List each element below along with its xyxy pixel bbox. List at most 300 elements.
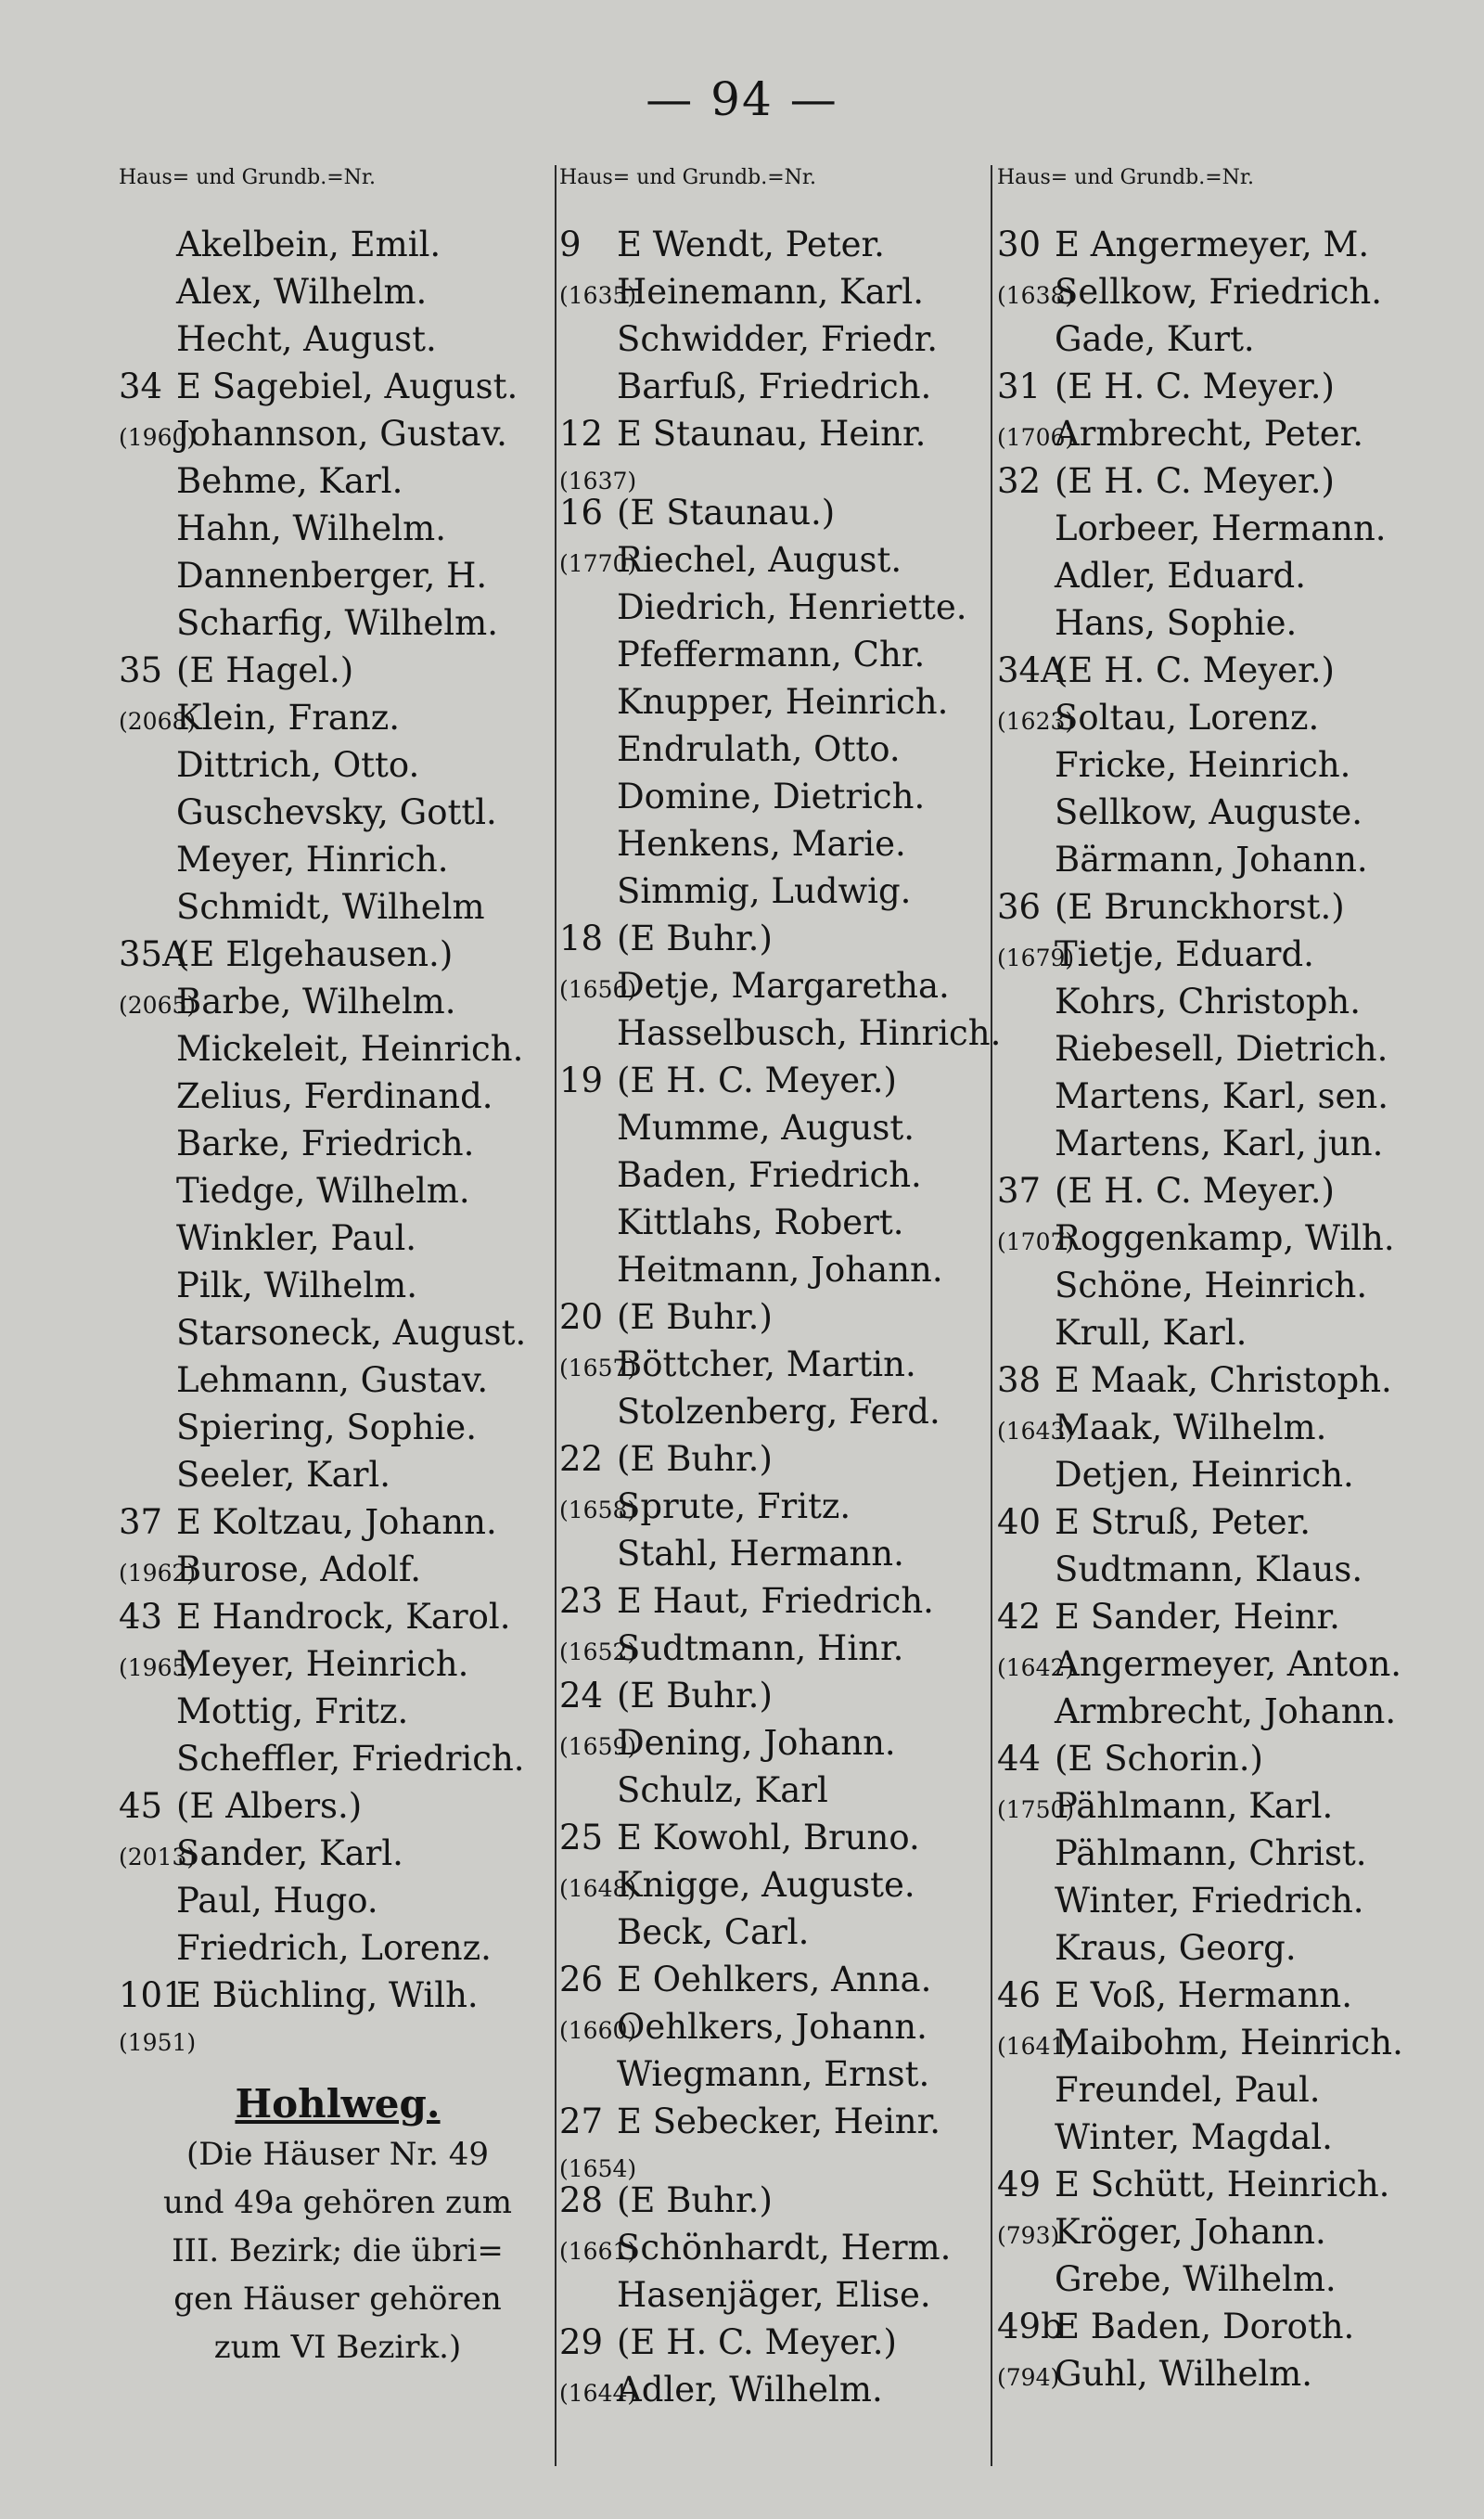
house-number: (1657)	[559, 1355, 637, 1382]
directory-entry	[119, 1782, 556, 1830]
directory-entry	[119, 1167, 556, 1215]
directory-entry	[559, 315, 995, 363]
resident-name: Sprute, Fritz.	[617, 1486, 851, 1526]
house-number: 46	[997, 1975, 1042, 2015]
directory-entry	[997, 1782, 1442, 1830]
resident-name: Spiering, Sophie.	[176, 1407, 477, 1447]
directory-entry	[119, 1451, 556, 1498]
directory-entry	[559, 773, 995, 820]
house-number: 44	[997, 1739, 1042, 1779]
directory-entry	[119, 1830, 556, 1877]
resident-name: Freundel, Paul.	[1055, 2070, 1321, 2110]
resident-name: Hahn, Wilhelm.	[176, 508, 446, 548]
directory-entry	[119, 1640, 556, 1688]
house-number: (1623)	[997, 708, 1075, 735]
resident-name: Stolzenberg, Ferd.	[617, 1392, 940, 1432]
directory-entry	[997, 410, 1442, 457]
house-number: 37	[119, 1502, 163, 1542]
resident-name: E Koltzau, Johann.	[176, 1502, 497, 1542]
house-number: 23	[559, 1581, 604, 1621]
resident-name: (E Schorin.)	[1055, 1739, 1263, 1779]
house-number: 49b	[997, 2307, 1063, 2346]
directory-entry	[119, 599, 556, 647]
directory-entry	[559, 868, 995, 915]
directory-entry	[997, 931, 1442, 978]
resident-name: Winkler, Paul.	[176, 1218, 417, 1258]
house-number: (1638)	[997, 282, 1075, 309]
resident-name: Schwidder, Friedr.	[617, 319, 938, 359]
house-number: 37	[997, 1171, 1042, 1211]
resident-name: Sudtmann, Klaus.	[1055, 1549, 1363, 1589]
directory-entry	[119, 1309, 556, 1356]
resident-name: Dittrich, Otto.	[176, 745, 420, 785]
house-number: 12	[559, 414, 604, 454]
resident-name: Mottig, Fritz.	[176, 1691, 409, 1731]
directory-entry	[997, 221, 1442, 268]
directory-entry	[559, 1151, 995, 1199]
directory-entry	[997, 2303, 1442, 2350]
directory-entry	[559, 2050, 995, 2098]
directory-entry	[997, 363, 1442, 410]
directory-entry	[559, 1956, 995, 2003]
column-1	[119, 167, 556, 2371]
resident-name: Pählmann, Karl.	[1055, 1786, 1334, 1826]
house-number: (794)	[997, 2364, 1060, 2391]
directory-entry	[559, 363, 995, 410]
resident-name: Winter, Friedrich.	[1055, 1881, 1364, 1921]
directory-entry	[559, 2224, 995, 2271]
house-number: (793)	[997, 2222, 1060, 2249]
resident-name: Henkens, Marie.	[617, 824, 906, 864]
page-number: — 94 —	[646, 72, 838, 126]
resident-name: (E Albers.)	[176, 1786, 363, 1826]
house-number: 45	[119, 1786, 163, 1826]
resident-name: E Oehlkers, Anna.	[617, 1960, 932, 1999]
house-number: (1951)	[119, 2029, 197, 2056]
directory-entry	[997, 789, 1442, 836]
resident-name: Scheffler, Friedrich.	[176, 1739, 525, 1779]
directory-entry	[119, 883, 556, 931]
note-line: (Die Häuser Nr. 49	[186, 2136, 489, 2173]
directory-entry	[119, 221, 556, 268]
directory-entry	[997, 599, 1442, 647]
directory-entry	[559, 1767, 995, 1814]
resident-name: Sander, Karl.	[176, 1833, 403, 1873]
resident-name: Heinemann, Karl.	[617, 272, 925, 312]
house-number: (1706)	[997, 424, 1075, 451]
directory-entry	[997, 2114, 1442, 2161]
resident-name: (E Brunckhorst.)	[1055, 887, 1345, 927]
house-number: 34	[119, 366, 163, 406]
resident-name: E Wendt, Peter.	[617, 225, 885, 264]
resident-name: Beck, Carl.	[617, 1912, 810, 1952]
entry-list	[997, 221, 1442, 2397]
house-number: 29	[559, 2322, 604, 2362]
directory-entry	[559, 820, 995, 868]
resident-name: Simmig, Ludwig.	[617, 871, 912, 911]
house-number: 32	[997, 461, 1042, 501]
directory-entry	[559, 2145, 995, 2182]
directory-entry	[997, 1025, 1442, 1073]
house-number: 36	[997, 887, 1042, 927]
directory-entry	[559, 1861, 995, 1909]
directory-entry	[997, 694, 1442, 741]
resident-name: Akelbein, Emil.	[176, 225, 441, 264]
house-number: (1654)	[559, 2155, 637, 2182]
directory-entry	[559, 457, 995, 495]
directory-entry	[559, 1483, 995, 1530]
resident-name: Barke, Friedrich.	[176, 1124, 475, 1163]
directory-entry	[559, 631, 995, 678]
resident-name: (E Staunau.)	[617, 493, 836, 533]
house-number: (1659)	[559, 1733, 637, 1760]
resident-name: Sudtmann, Hinr.	[617, 1628, 904, 1668]
resident-name: Riebesell, Dietrich.	[1055, 1029, 1388, 1069]
resident-name: Heitmann, Johann.	[617, 1250, 943, 1290]
house-number: (1643)	[997, 1418, 1075, 1445]
resident-name: (E Elgehausen.)	[176, 934, 454, 974]
directory-entry	[119, 1404, 556, 1451]
resident-name: Maibohm, Heinrich.	[1055, 2023, 1403, 2063]
directory-entry	[559, 1104, 995, 1151]
resident-name: (E Hagel.)	[176, 650, 354, 690]
directory-entry	[559, 1814, 995, 1861]
resident-name: Tietje, Eduard.	[1055, 934, 1314, 974]
resident-name: Hasselbusch, Hinrich.	[617, 1013, 1002, 1053]
directory-entry	[997, 1073, 1442, 1120]
resident-name: Roggenkamp, Wilh.	[1055, 1218, 1395, 1258]
resident-name: Kittlahs, Robert.	[617, 1202, 904, 1242]
resident-name: Guhl, Wilhelm.	[1055, 2354, 1313, 2394]
house-number: 38	[997, 1360, 1042, 1400]
directory-entry	[997, 1972, 1442, 2019]
directory-entry	[119, 1735, 556, 1782]
note-line: zum VI Bezirk.)	[213, 2329, 462, 2366]
directory-entry	[997, 1593, 1442, 1640]
directory-entry	[997, 1830, 1442, 1877]
directory-entry	[559, 1577, 995, 1625]
directory-entry	[997, 1215, 1442, 1262]
directory-entry	[997, 1546, 1442, 1593]
note-line: und 49a gehören zum	[162, 2184, 513, 2221]
directory-entry	[997, 2208, 1442, 2256]
directory-entry	[559, 1009, 1002, 1057]
directory-entry	[559, 1435, 995, 1483]
resident-name: Pfeffermann, Chr.	[617, 635, 926, 675]
house-number: (1965)	[119, 1654, 197, 1681]
house-number: (1962)	[119, 1560, 197, 1587]
house-number: 28	[559, 2180, 604, 2220]
directory-entry	[997, 1640, 1442, 1688]
resident-name: (E Buhr.)	[617, 1439, 773, 1479]
directory-entry	[119, 457, 556, 505]
directory-entry	[119, 694, 556, 741]
resident-name: Grebe, Wilhelm.	[1055, 2259, 1337, 2299]
directory-entry	[119, 931, 556, 978]
directory-entry	[119, 647, 556, 694]
directory-entry	[997, 1877, 1442, 1924]
directory-entry	[997, 552, 1442, 599]
resident-name: E Kowohl, Bruno.	[617, 1818, 920, 1857]
resident-name: (E Buhr.)	[617, 2180, 773, 2220]
house-number: (1644)	[559, 2380, 637, 2407]
resident-name: Domine, Dietrich.	[617, 777, 926, 816]
resident-name: Seeler, Karl.	[176, 1455, 390, 1495]
house-number: (1658)	[559, 1497, 637, 1523]
resident-name: Tiedge, Wilhelm.	[176, 1171, 470, 1211]
resident-name: E Struß, Peter.	[1055, 1502, 1311, 1542]
directory-entry	[119, 1972, 556, 2019]
directory-entry	[119, 1924, 556, 1972]
directory-entry	[997, 2019, 1442, 2066]
directory-entry	[119, 1073, 556, 1120]
resident-name: Hans, Sophie.	[1055, 603, 1298, 643]
directory-entry	[119, 1688, 556, 1735]
house-number: 34A	[997, 650, 1066, 690]
directory-entry	[559, 2098, 995, 2145]
house-number: (1637)	[559, 468, 637, 495]
resident-name: Hecht, August.	[176, 319, 437, 359]
directory-entry	[119, 1498, 556, 1546]
directory-entry	[559, 1293, 995, 1341]
resident-name: Behme, Karl.	[176, 461, 403, 501]
resident-name: Hasenjäger, Elise.	[617, 2275, 931, 2315]
directory-entry	[559, 1625, 995, 1672]
resident-name: Meyer, Heinrich.	[176, 1644, 469, 1684]
column-2	[559, 166, 1002, 2413]
resident-name: Kraus, Georg.	[1055, 1928, 1297, 1968]
note-line: gen Häuser gehören	[173, 2281, 502, 2318]
resident-name: Sellkow, Friedrich.	[1055, 272, 1383, 312]
resident-name: Gade, Kurt.	[1055, 319, 1255, 359]
entry-list	[119, 221, 556, 2056]
directory-entry	[559, 1672, 995, 1719]
resident-name: Meyer, Hinrich.	[176, 840, 449, 880]
directory-entry	[997, 883, 1442, 931]
resident-name: (E H. C. Meyer.)	[617, 1060, 897, 1100]
directory-entry	[559, 2177, 995, 2224]
directory-entry	[559, 489, 995, 536]
resident-name: Pählmann, Christ.	[1055, 1833, 1367, 1873]
resident-name: Paul, Hugo.	[176, 1881, 378, 1921]
directory-entry	[119, 789, 556, 836]
house-number: 40	[997, 1502, 1042, 1542]
column-header: Haus= und Grundb.=Nr.	[997, 166, 1254, 189]
resident-name: Barbe, Wilhelm.	[176, 982, 456, 1022]
directory-entry	[997, 457, 1442, 505]
house-number: 35	[119, 650, 163, 690]
street-note	[119, 2130, 556, 2371]
house-number: (1750)	[997, 1796, 1075, 1823]
directory-entry	[119, 1877, 556, 1924]
directory-entry	[559, 1719, 995, 1767]
house-number: 49	[997, 2165, 1042, 2204]
resident-name: Riechel, August.	[617, 540, 902, 580]
directory-entry	[559, 726, 995, 773]
house-number: 19	[559, 1060, 604, 1100]
directory-entry	[119, 978, 556, 1025]
directory-entry	[559, 2366, 995, 2413]
resident-name: Johannson, Gustav.	[176, 414, 507, 454]
directory-entry	[997, 2161, 1442, 2208]
directory-entry	[997, 1404, 1442, 1451]
directory-entry	[559, 1388, 995, 1435]
resident-name: Alex, Wilhelm.	[176, 272, 428, 312]
resident-name: (E H. C. Meyer.)	[1055, 366, 1335, 406]
house-number: (2068)	[119, 708, 197, 735]
resident-name: Kohrs, Christoph.	[1055, 982, 1362, 1022]
resident-name: E Maak, Christoph.	[1055, 1360, 1392, 1400]
resident-name: Pilk, Wilhelm.	[176, 1266, 417, 1305]
resident-name: Klein, Franz.	[176, 698, 401, 738]
directory-entry	[119, 836, 556, 883]
directory-entry	[119, 268, 556, 315]
house-number: (1648)	[559, 1875, 637, 1902]
resident-name: Soltau, Lorenz.	[1055, 698, 1320, 738]
house-number: 20	[559, 1297, 604, 1337]
directory-entry	[997, 2256, 1442, 2303]
directory-entry	[119, 1546, 556, 1593]
directory-entry	[997, 1451, 1442, 1498]
resident-name: Knigge, Auguste.	[617, 1865, 915, 1905]
resident-name: E Baden, Doroth.	[1055, 2307, 1355, 2346]
resident-name: Endrulath, Otto.	[617, 729, 901, 769]
resident-name: Schulz, Karl	[617, 1770, 828, 1810]
resident-name: E Staunau, Heinr.	[617, 414, 927, 454]
directory-entry	[997, 647, 1442, 694]
resident-name: Scharfig, Wilhelm.	[176, 603, 498, 643]
resident-name: Diedrich, Henriette.	[617, 587, 967, 627]
directory-entry	[559, 221, 995, 268]
directory-entry	[997, 1262, 1442, 1309]
house-number: (1960)	[119, 424, 197, 451]
house-number: (1656)	[559, 976, 637, 1003]
resident-name: Maak, Wilhelm.	[1055, 1407, 1327, 1447]
house-number: (2065)	[119, 992, 197, 1019]
directory-entry	[997, 978, 1442, 1025]
house-number: (1679)	[997, 945, 1075, 971]
house-number: (1661)	[559, 2238, 637, 2265]
street-heading: Hohlweg.	[235, 2081, 441, 2127]
house-number: 43	[119, 1597, 163, 1637]
directory-entry	[559, 410, 995, 457]
directory-entry	[559, 1341, 995, 1388]
resident-name: Kröger, Johann.	[1055, 2212, 1326, 2252]
directory-entry	[559, 2003, 995, 2050]
resident-name: Angermeyer, Anton.	[1055, 1644, 1402, 1684]
resident-name: E Sagebiel, August.	[176, 366, 518, 406]
directory-entry	[119, 410, 556, 457]
directory-entry	[559, 1530, 995, 1577]
directory-entry	[559, 268, 995, 315]
resident-name: Wiegmann, Ernst.	[617, 2054, 930, 2094]
resident-name: Friedrich, Lorenz.	[176, 1928, 492, 1968]
resident-name: (E H. C. Meyer.)	[1055, 461, 1335, 501]
resident-name: Böttcher, Martin.	[617, 1344, 916, 1384]
resident-name: Winter, Magdal.	[1055, 2117, 1333, 2157]
resident-name: Lehmann, Gustav.	[176, 1360, 489, 1400]
resident-name: (E H. C. Meyer.)	[617, 2322, 897, 2362]
resident-name: E Sebecker, Heinr.	[617, 2101, 940, 2141]
note-line: III. Bezirk; die übri=	[172, 2232, 504, 2269]
directory-entry	[119, 315, 556, 363]
resident-name: Mumme, August.	[617, 1108, 915, 1148]
house-number: 30	[997, 225, 1042, 264]
house-number: (1770)	[559, 550, 637, 577]
resident-name: E Haut, Friedrich.	[617, 1581, 934, 1621]
directory-entry	[559, 678, 995, 726]
resident-name: Armbrecht, Johann.	[1055, 1691, 1397, 1731]
directory-entry	[119, 552, 556, 599]
directory-entry	[997, 1498, 1442, 1546]
resident-name: Sellkow, Auguste.	[1055, 792, 1362, 832]
column-3	[997, 167, 1442, 2397]
directory-entry	[119, 363, 556, 410]
directory-entry	[559, 1057, 995, 1104]
directory-entry	[997, 836, 1442, 883]
house-number: 42	[997, 1597, 1042, 1637]
resident-name: E Schütt, Heinrich.	[1055, 2165, 1390, 2204]
resident-name: Martens, Karl, sen.	[1055, 1076, 1388, 1116]
directory-entry	[559, 1199, 995, 1246]
resident-name: Martens, Karl, jun.	[1055, 1124, 1384, 1163]
house-number: (1652)	[559, 1639, 637, 1665]
resident-name: Dening, Johann.	[617, 1723, 896, 1763]
directory-entry	[119, 1025, 556, 1073]
house-number: (1641)	[997, 2033, 1075, 2060]
resident-name: Barfuß, Friedrich.	[617, 366, 932, 406]
resident-name: Burose, Adolf.	[176, 1549, 422, 1589]
directory-entry	[997, 1167, 1442, 1215]
resident-name: Fricke, Heinrich.	[1055, 745, 1351, 785]
house-number: 27	[559, 2101, 604, 2141]
house-number: 25	[559, 1818, 604, 1857]
directory-entry	[559, 584, 995, 631]
directory-entry	[997, 505, 1442, 552]
resident-name: Krull, Karl.	[1055, 1313, 1247, 1353]
resident-name: Schmidt, Wilhelm	[176, 887, 485, 927]
resident-name: E Handrock, Karol.	[176, 1597, 511, 1637]
resident-name: Bärmann, Johann.	[1055, 840, 1368, 880]
column-header: Haus= und Grundb.=Nr.	[119, 166, 376, 189]
directory-entry	[119, 1356, 556, 1404]
resident-name: (E Buhr.)	[617, 1297, 773, 1337]
directory-entry	[119, 1215, 556, 1262]
house-number: 26	[559, 1960, 604, 1999]
directory-entry	[997, 2066, 1442, 2114]
house-number: 24	[559, 1676, 604, 1716]
directory-entry	[119, 505, 556, 552]
entry-list	[559, 221, 1002, 2413]
house-number: 101	[119, 1975, 185, 2015]
directory-entry	[119, 1120, 556, 1167]
resident-name: (E H. C. Meyer.)	[1055, 1171, 1335, 1211]
house-number: 9	[559, 225, 582, 264]
house-number: 16	[559, 493, 604, 533]
resident-name: Schönhardt, Herm.	[617, 2228, 952, 2268]
resident-name: Baden, Friedrich.	[617, 1155, 922, 1195]
resident-name: E Sander, Heinr.	[1055, 1597, 1340, 1637]
directory-entry	[997, 1735, 1442, 1782]
house-number: 31	[997, 366, 1042, 406]
resident-name: Stahl, Hermann.	[617, 1534, 904, 1574]
directory-entry	[997, 1356, 1442, 1404]
directory-entry	[997, 1924, 1442, 1972]
directory-entry	[997, 1120, 1442, 1167]
resident-name: Dannenberger, H.	[176, 556, 488, 596]
house-number: (1635)	[559, 282, 637, 309]
resident-name: Armbrecht, Peter.	[1055, 414, 1363, 454]
